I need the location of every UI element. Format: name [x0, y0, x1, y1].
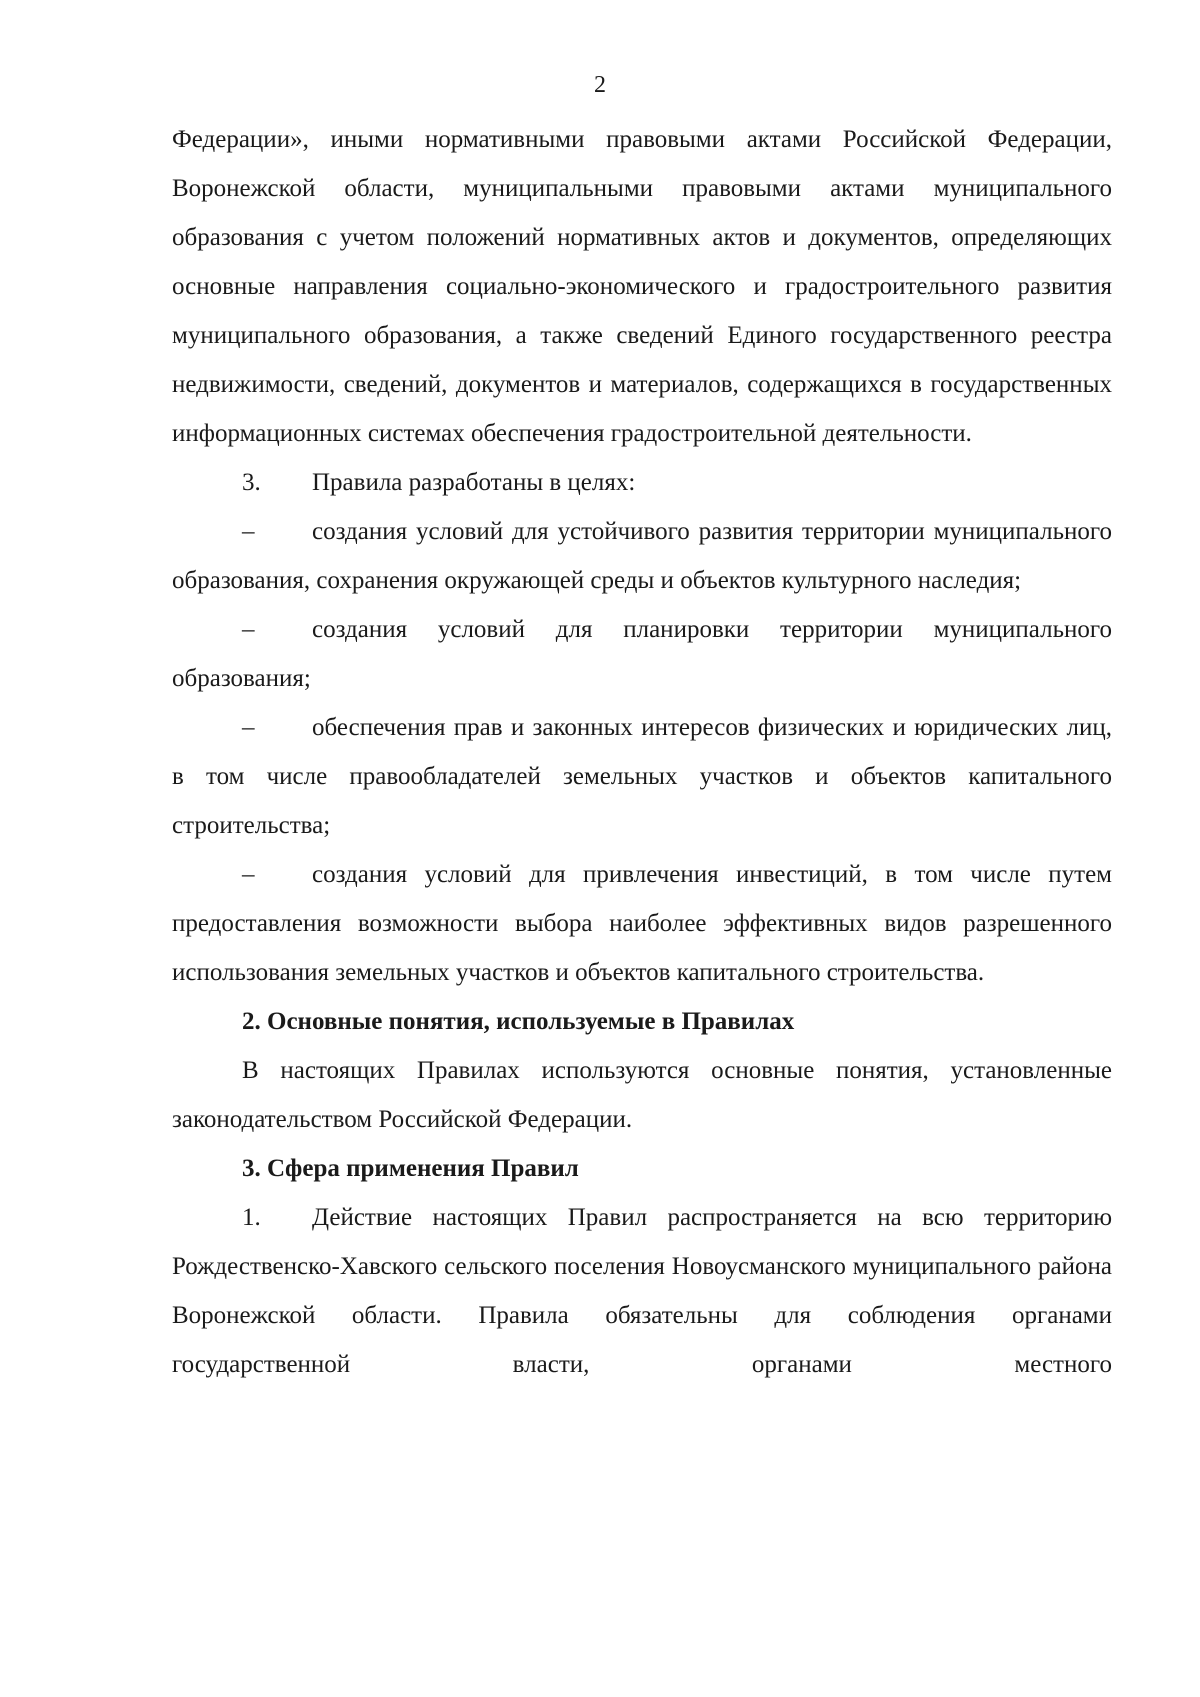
dash-item-3-text: обеспечения прав и законных интересов физических и юридических лиц, в том числе правообладателей земельных участков и объектов капитального строительства; [172, 714, 1112, 839]
page-number: 2 [594, 72, 606, 98]
list-item-3-text: Правила разработаны в целях: [312, 469, 636, 496]
dash-item-2-text: создания условий для планировки территории муниципального образования; [172, 616, 1112, 692]
list-item-dash-4 [172, 850, 1112, 997]
list-marker-3: 3. [242, 469, 261, 496]
list-item-dash-2 [172, 605, 1112, 703]
dash-marker-1: – [242, 518, 255, 545]
dash-marker-3: – [242, 714, 255, 741]
list-item-1 [172, 1193, 1112, 1389]
dash-item-1-text: создания условий для устойчивого развития территории муниципального образования, сохранения окружающей среды и объектов культурного наследия; [172, 518, 1112, 594]
document-body [172, 115, 1112, 1389]
paragraph-legal-basis: Федерации», иными нормативными правовыми актами Российской Федерации, Воронежской области, муниципальными правовыми актами муниципального образования с учетом положений нормативных актов и документов, определяющих основные направления социально-экономического и градостроительного развития муниципального образования, а также сведений Единого государственного реестра недвижимости, сведений, документов и материалов, содержащихся в государственных информационных системах обеспечения градостроительной деятельности. [172, 126, 1112, 447]
paragraph-concepts: В настоящих Правилах используются основные понятия, установленные законодательством Российской Федерации. [172, 1057, 1112, 1133]
dash-marker-2: – [242, 616, 255, 643]
list-item-3 [172, 458, 1112, 507]
section-heading-2: 2. Основные понятия, используемые в Правилах [242, 1008, 795, 1035]
list-item-dash-3 [172, 703, 1112, 850]
list-marker-1: 1. [242, 1204, 261, 1231]
list-item-dash-1 [172, 507, 1112, 605]
section-heading-3: 3. Сфера применения Правил [242, 1155, 579, 1182]
dash-marker-4: – [242, 861, 255, 888]
list-item-1-text: Действие настоящих Правил распространяется на всю территорию Рождественско-Хавского сельского поселения Новоусманского муниципального района Воронежской области. Правила обязательны для соблюдения органами государственной власти, органами местного [172, 1204, 1112, 1378]
dash-item-4-text: создания условий для привлечения инвестиций, в том числе путем предоставления возможности выбора наиболее эффективных видов разрешенного использования земельных участков и объектов капитального строительства. [172, 861, 1112, 986]
